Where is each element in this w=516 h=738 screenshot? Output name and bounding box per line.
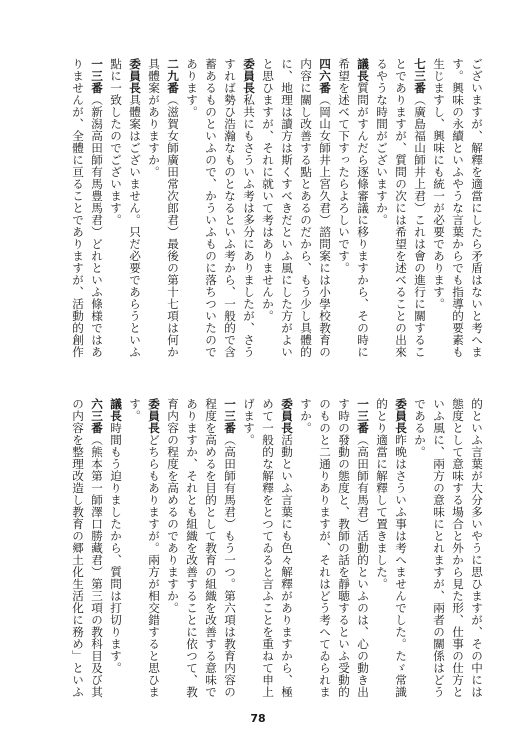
line-text: 質問がすんだら逐條審議に移りますから、その時に — [356, 82, 370, 358]
line-text: あります。 — [185, 58, 199, 118]
line-text: 的とり適當に解釋して置きました。 — [375, 398, 389, 590]
text-line — [277, 58, 296, 378]
text-line — [125, 398, 144, 708]
text-line — [201, 58, 220, 378]
line-text: ありますか、それとも組織を改善することに依つて、教 — [185, 398, 199, 698]
line-text: す時の發動の態度と、教師の話を靜聴するといふ受動的 — [337, 398, 351, 698]
text-line — [182, 398, 201, 708]
text-line — [258, 58, 277, 378]
line-text: 蓄あるものといふので、かういふものに落ちついたので — [204, 58, 218, 358]
speaker-label: 委員長 — [280, 398, 294, 434]
text-line — [467, 58, 486, 378]
text-line — [87, 58, 106, 378]
text-line — [106, 398, 125, 708]
line-text: るやうな時間がございますか。 — [375, 58, 389, 226]
line-text: す。興味の永續といふやうな言葉からでも指導的要素も — [451, 58, 465, 358]
line-text: の内容を整理改造し教育の郷土化生活化に務め」といふ — [71, 398, 85, 698]
text-line — [372, 58, 391, 378]
line-text: 私共にもさういふ考は多分にありましたが、さう — [242, 94, 256, 358]
speaker-label: 委員長 — [394, 398, 408, 434]
text-line — [391, 398, 410, 708]
text-line — [258, 398, 277, 708]
line-text: 點に一致したのでございます。 — [109, 58, 123, 226]
text-line — [372, 398, 391, 708]
line-text: （高田師有馬君）活動的といふのは、心の動き出 — [356, 434, 370, 698]
line-text: げます。 — [242, 398, 256, 446]
speaker-label: 委員長 — [147, 398, 161, 434]
line-text: 育内容の程度を高めるのでありますか。 — [166, 398, 180, 614]
text-line — [144, 398, 163, 708]
line-text: （廣島福山師井上君）これは會の進行に關するこ — [413, 94, 427, 358]
speaker-label: 議長 — [109, 398, 123, 422]
line-text: 活動といふ言葉にも色々解釋がありますから、極 — [280, 434, 294, 698]
line-text: いふ風に、兩方の意味にとれますが、兩者の關係はどう — [432, 398, 446, 698]
text-line — [68, 58, 87, 378]
line-text: 具體案がありますか。 — [147, 58, 161, 178]
text-line — [353, 58, 372, 378]
text-line — [467, 398, 486, 708]
text-line — [429, 398, 448, 708]
line-text: （高田師有馬君）もう一つ。第六項は教育内容の — [223, 434, 237, 698]
line-text: （滋賀女師廣田常次郎君）最後の第十七項は何か — [166, 94, 180, 358]
speaker-label: 六三番 — [90, 398, 104, 434]
line-text: めて一般的な解釋をとつてゐると言ふことを重ねて申上 — [261, 398, 275, 698]
text-line — [201, 398, 220, 708]
speaker-label: 二九番 — [166, 58, 180, 94]
line-text: と思ひますが、それに就いて考はありませんか。 — [261, 58, 275, 322]
text-line — [296, 398, 315, 708]
text-line — [353, 398, 372, 708]
text-line — [144, 58, 163, 378]
upper-text-block — [26, 58, 486, 378]
line-text: 生じますし、興味にも統一が必要であります。 — [432, 58, 446, 310]
text-line — [239, 398, 258, 708]
line-text: 昨晩はさういふ事は考へませんでした。たゞ常識 — [394, 434, 408, 698]
line-text: すれば勢ひ浩瀚なものとなるといふ考から、一般的で含 — [223, 58, 237, 358]
text-line — [163, 398, 182, 708]
text-line — [448, 398, 467, 708]
line-text: のものと二通りありますが、それはどう考へてゐられま — [318, 398, 332, 698]
text-line — [429, 58, 448, 378]
text-line — [277, 398, 296, 708]
text-line — [220, 398, 239, 708]
line-text: であるか。 — [413, 398, 427, 458]
line-text: 態度として意味する場合と外から見た形、仕事の仕方と — [451, 398, 465, 698]
line-text: りませんが、全體に亘ることでありますが、活動的創作 — [71, 58, 85, 358]
line-text: とでありますが、質問の次には希望を述べることの出來 — [394, 58, 408, 358]
speaker-label: 一三番 — [356, 398, 370, 434]
line-text: す。 — [128, 398, 142, 422]
line-text: 程度を高めるを目的として教育の組織を改善する意味で — [204, 398, 218, 698]
speaker-label: 七三番 — [413, 58, 427, 94]
line-text: （熊本第一師澤口勝藏君）第三項の教科目及び其 — [90, 434, 104, 698]
page-number: 78 — [250, 712, 266, 725]
text-line — [296, 58, 315, 378]
lower-text-block — [26, 398, 486, 708]
text-line — [239, 58, 258, 378]
line-text: 内容に關し改善する點とあるのだから、もう少し具體的 — [299, 58, 313, 358]
text-line — [220, 58, 239, 378]
text-line — [87, 398, 106, 708]
speaker-label: 議長 — [356, 58, 370, 82]
text-line — [315, 398, 334, 708]
line-text: ございますが、解釋を適當にしたら矛盾はないと考へま — [470, 58, 484, 358]
text-line — [410, 58, 429, 378]
line-text: 具體案はございません。只だ必要であらうといふ — [128, 94, 142, 358]
text-line — [391, 58, 410, 378]
speaker-label: 一三番 — [223, 398, 237, 434]
text-line — [334, 398, 353, 708]
text-line — [448, 58, 467, 378]
text-line — [182, 58, 201, 378]
line-text: に、地理は讀方は斯くすべきだといふ風にした方がよい — [280, 58, 294, 358]
line-text: 時間もう迫りましたから、質問は打切ります。 — [109, 422, 123, 674]
text-line — [125, 58, 144, 378]
speaker-label: 四六番 — [318, 58, 332, 94]
speaker-label: 委員長 — [128, 58, 142, 94]
text-line — [410, 398, 429, 708]
line-text: すか。 — [299, 398, 313, 434]
line-text: （岡山女師井上宮久君）諮問案には小學校教育の — [318, 94, 332, 358]
line-text: 的といふ言葉が大分多いやうに思ひますが、その中には — [470, 398, 484, 698]
text-line — [163, 58, 182, 378]
line-text: 希望を述べて下すったらよろしいです。 — [337, 58, 351, 274]
text-line — [68, 398, 87, 708]
speaker-label: 一三番 — [90, 58, 104, 94]
text-line — [106, 58, 125, 378]
line-text: どちらもありますが。兩方が相交錯すると思ひま — [147, 434, 161, 698]
text-line — [315, 58, 334, 378]
speaker-label: 委員長 — [242, 58, 256, 94]
text-line — [334, 58, 353, 378]
line-text: （新潟高田師有馬豊馬君）どれといふ條様ではあ — [90, 94, 104, 358]
